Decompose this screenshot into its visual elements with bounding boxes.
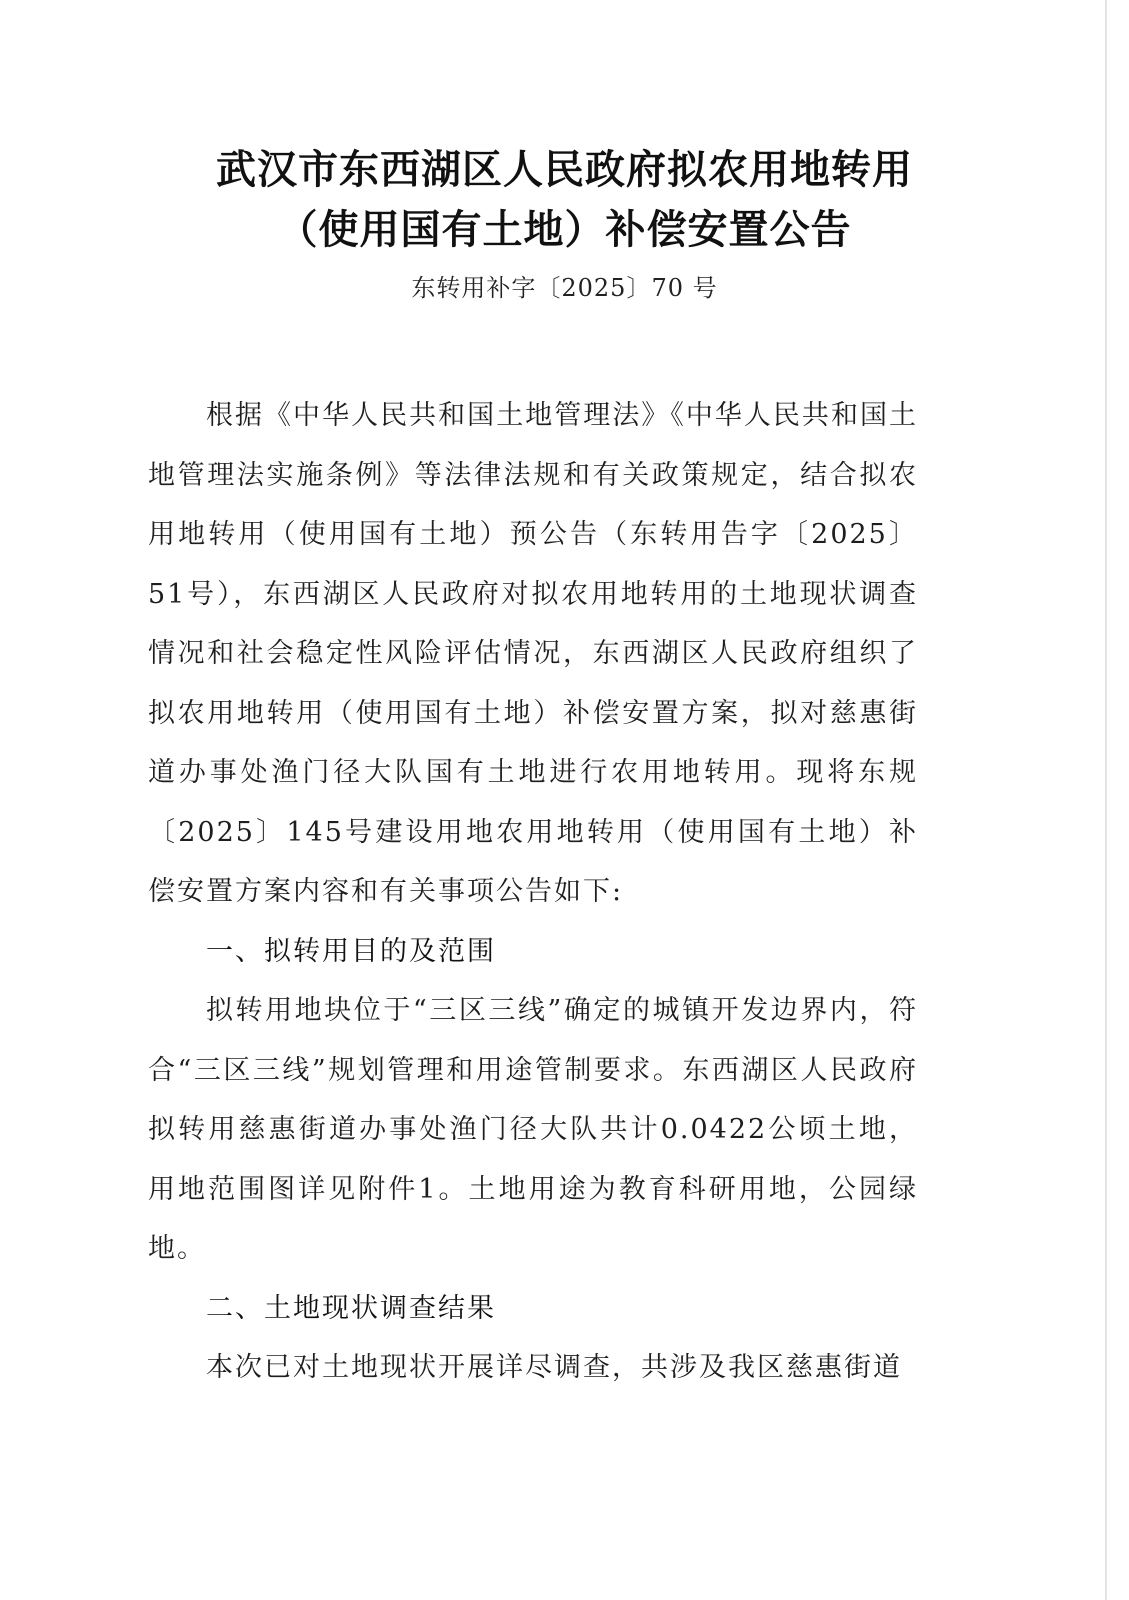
section-1-paragraph: 拟转用地块位于“三区三线”确定的城镇开发边界内，符合“三区三线”规划管理和用途管制要求。东西湖区人民政府拟转用慈惠街道办事处渔门径大队共计0.0422公顷土地，用地范围图详见附件1。土地用途为教育科研用地，公园绿地。 (148, 995, 918, 1264)
intro-paragraph: 根据《中华人民共和国土地管理法》《中华人民共和国土地管理法实施条例》等法律法规和有关政策规定，结合拟农用地转用（使用国有土地）预公告（东转用告字〔2025〕51号），东西湖区人民政府对拟农用地转用的土地现状调查情况和社会稳定性风险评估情况，东西湖区人民政府组织了拟农用地转用（使用国有土地）补偿安置方案，拟对慈惠街道办事处渔门径大队国有土地进行农用地转用。现将东规〔2025〕145号建设用地农用地转用（使用国有土地）补偿安置方案内容和有关事项公告如下: (148, 400, 918, 907)
section-1-heading: 一、拟转用目的及范围 (206, 935, 496, 967)
title-block (0, 140, 1129, 310)
document-title-line-2: （使用国有土地）补偿安置公告 (277, 207, 852, 253)
document-body (148, 386, 918, 1398)
document-number: 东转用补字〔2025〕70 号 (411, 274, 718, 302)
document-title-line-1: 武汉市东西湖区人民政府拟农用地转用 (216, 147, 913, 193)
section-2-heading: 二、土地现状调查结果 (206, 1292, 496, 1324)
section-2-paragraph: 本次已对土地现状开展详尽调查，共涉及我区慈惠街道 (206, 1352, 902, 1383)
